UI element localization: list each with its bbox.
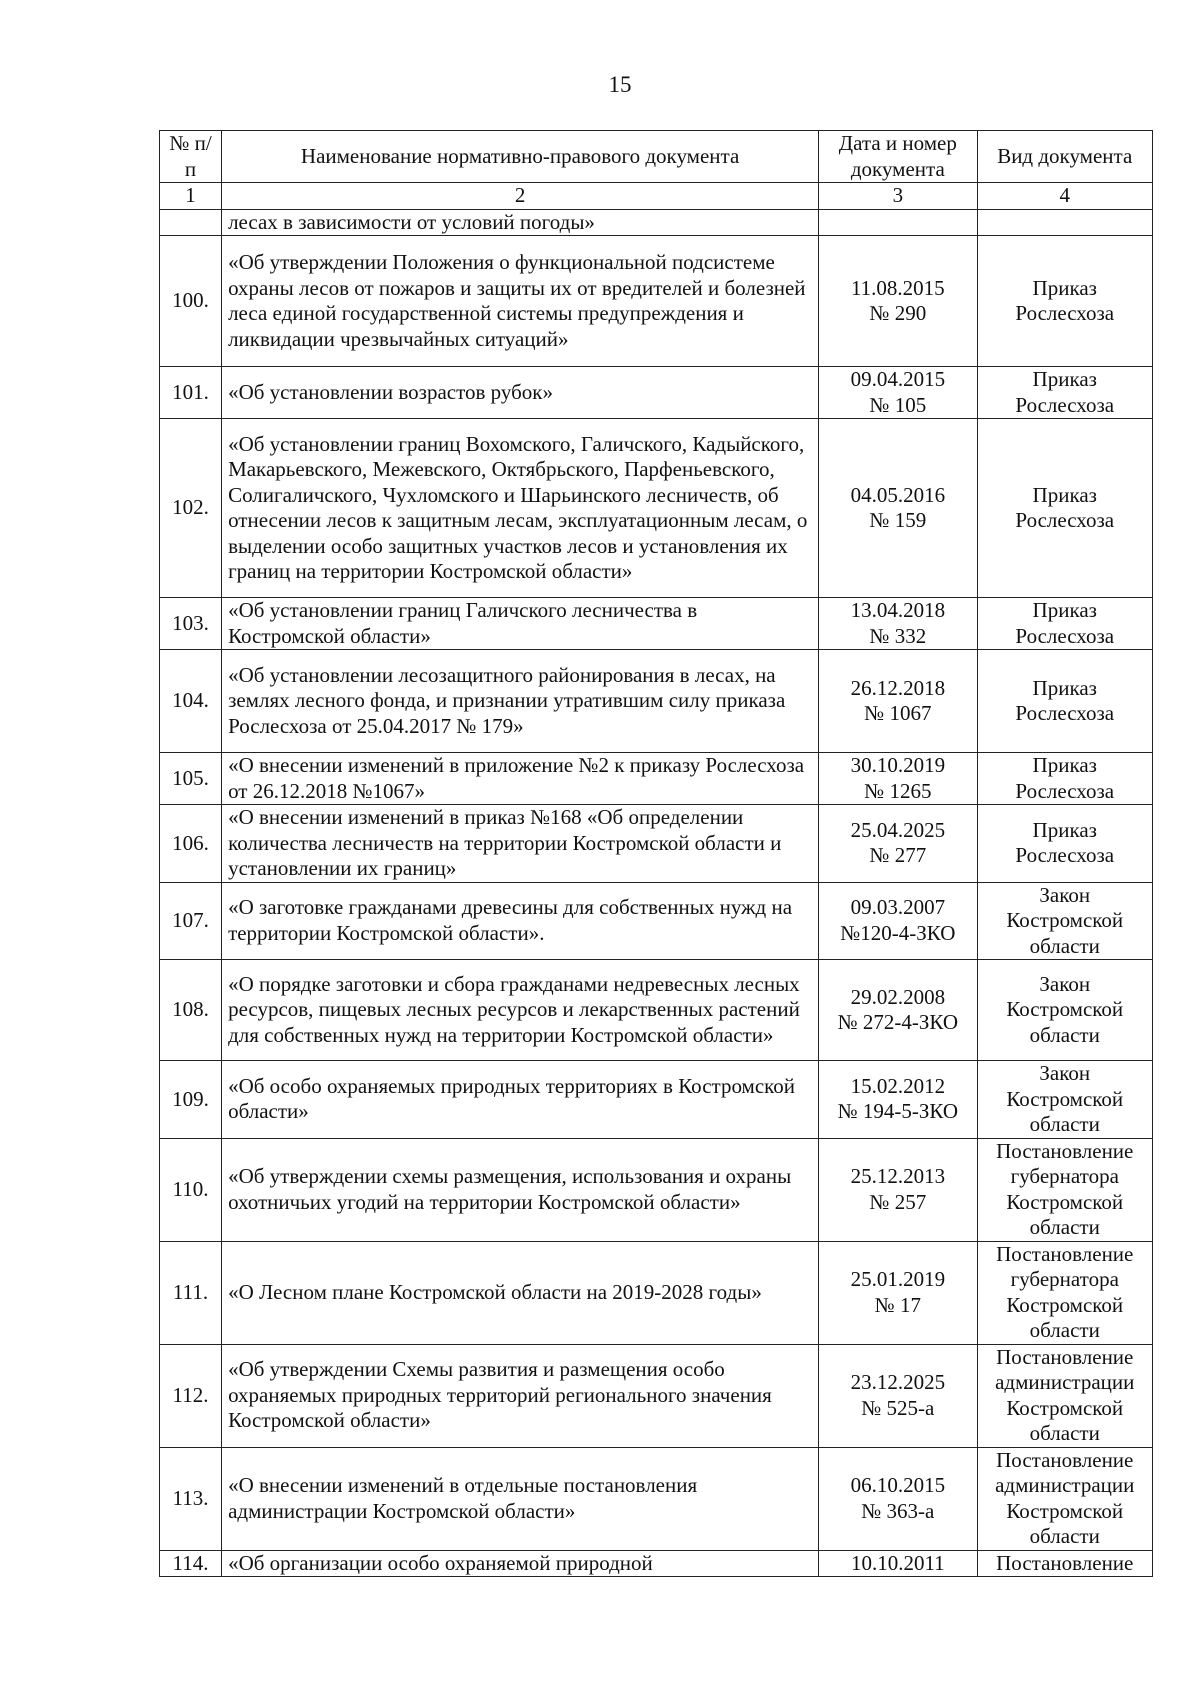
table-row	[160, 1344, 1153, 1447]
document-date-number	[819, 1138, 977, 1241]
document-name: «Об особо охраняемых природных территориях в Костромской области»	[222, 1061, 819, 1139]
document-name: «О порядке заготовки и сбора гражданами недревесных лесных ресурсов, пищевых лесных ресурсов и лекарственных растений для собственных нужд на территории Костромской области»	[222, 960, 819, 1061]
document-type: Приказ Рослесхоза	[977, 650, 1153, 753]
document-number: № 257	[869, 1189, 927, 1214]
document-type: Приказ Рослесхоза	[977, 367, 1153, 419]
table-row	[160, 1550, 1153, 1577]
header-document-name: Наименование нормативно-правового документа	[222, 131, 819, 183]
document-date-number	[819, 367, 977, 419]
document-date-number	[819, 236, 977, 367]
row-number: 114.	[160, 1550, 222, 1577]
document-type: Приказ Рослесхоза	[977, 753, 1153, 805]
document-type: Закон Костромской области	[977, 882, 1153, 960]
document-date-number	[819, 753, 977, 805]
table-row	[160, 753, 1153, 805]
document-type	[977, 209, 1153, 236]
document-date: 15.02.2012	[850, 1073, 946, 1098]
document-number: № 17	[874, 1292, 921, 1317]
column-index: 2	[222, 183, 819, 210]
document-type: Постановление губернатора Костромской области	[977, 1241, 1153, 1344]
document-type: Постановление администрации Костромской области	[977, 1447, 1153, 1550]
row-number: 101.	[160, 367, 222, 419]
row-number: 103.	[160, 598, 222, 650]
document-name: «О заготовке гражданами древесины для собственных нужд на территории Костромской области».	[222, 882, 819, 960]
document-date: 06.10.2015	[850, 1473, 946, 1497]
document-date: 29.02.2008	[850, 984, 946, 1009]
document-type: Приказ Рослесхоза	[977, 598, 1153, 650]
document-type: Постановление губернатора Костромской области	[977, 1138, 1153, 1241]
document-number: № 277	[869, 843, 927, 868]
row-number: 112.	[160, 1344, 222, 1447]
document-type: Приказ Рослесхоза	[977, 236, 1153, 367]
document-type: Приказ Рослесхоза	[977, 419, 1153, 598]
row-number: 104.	[160, 650, 222, 753]
document-number: № 290	[869, 301, 927, 325]
document-name: «Об утверждении Схемы развития и размещения особо охраняемых природных территорий регионального значения Костромской области»	[222, 1344, 819, 1447]
document-date: 09.03.2007	[850, 895, 946, 920]
document-number: № 363-а	[861, 1498, 935, 1523]
table-header-row	[160, 131, 1153, 183]
row-number: 111.	[160, 1241, 222, 1344]
header-document-type: Вид документа	[977, 131, 1153, 183]
document-name: «Об установлении возрастов рубок»	[222, 367, 819, 419]
document-name: «О внесении изменений в приказ №168 «Об определении количества лесничеств на территории Костромской области и установлении их границ»	[222, 805, 819, 883]
row-number: 113.	[160, 1447, 222, 1550]
header-date-number: Дата и номер документа	[819, 131, 977, 183]
document-name: «Об установлении границ Вохомского, Галичского, Кадыйского, Макарьевского, Межевского, Октябрьского, Парфеньевского, Солигаличского, Чухломского и Шарьинского лесничеств, об отнесении лесов к защитным лесам, эксплуатационным лесам, о выделении особо защитных участков лесов и установления их границ на территории Костромской области»	[222, 419, 819, 598]
document-name: «О Лесном плане Костромской области на 2019-2028 годы»	[222, 1241, 819, 1344]
row-number: 107.	[160, 882, 222, 960]
document-name: лесах в зависимости от условий погоды»	[222, 209, 819, 236]
row-number: 110.	[160, 1138, 222, 1241]
documents-table	[159, 130, 1153, 1577]
document-number: № 525-а	[861, 1395, 935, 1420]
document-name: «Об организации особо охраняемой природной	[222, 1550, 819, 1577]
table-row	[160, 1061, 1153, 1139]
document-name: «Об установлении границ Галичского лесничества в Костромской области»	[222, 598, 819, 650]
document-name: «О внесении изменений в отдельные постановления администрации Костромской области»	[222, 1447, 819, 1550]
table-row	[160, 419, 1153, 598]
table-row	[160, 650, 1153, 753]
table-row	[160, 882, 1153, 960]
document-date: 25.04.2025	[850, 817, 946, 842]
document-type: Постановление	[977, 1550, 1153, 1577]
document-date-number	[819, 598, 977, 650]
document-name: «О внесении изменений в приложение №2 к приказу Рослесхоза от 26.12.2018 №1067»	[222, 753, 819, 805]
document-name: «Об утверждении Положения о функциональной подсистеме охраны лесов от пожаров и защиты их от вредителей и болезней леса единой государственной системы предупреждения и ликвидации чрезвычайных ситуаций»	[222, 236, 819, 367]
column-index: 3	[819, 183, 977, 210]
document-date-number	[819, 1550, 977, 1577]
document-date: 26.12.2018	[850, 675, 946, 700]
document-type: Постановление администрации Костромской области	[977, 1344, 1153, 1447]
continuation-row	[160, 209, 1153, 236]
table-row	[160, 598, 1153, 650]
row-number: 108.	[160, 960, 222, 1061]
document-date: 09.04.2015	[850, 367, 946, 391]
document-date-number	[819, 1241, 977, 1344]
row-number: 109.	[160, 1061, 222, 1139]
document-date-number	[819, 960, 977, 1061]
column-index: 4	[977, 183, 1153, 210]
document-date-number	[819, 650, 977, 753]
table-row	[160, 236, 1153, 367]
row-number: 102.	[160, 419, 222, 598]
document-date-number	[819, 805, 977, 883]
document-date: 25.12.2013	[850, 1164, 946, 1188]
table-row	[160, 960, 1153, 1061]
header-number: № п/п	[160, 131, 222, 183]
document-number: № 105	[869, 392, 927, 417]
document-date-number	[819, 419, 977, 598]
document-number: №120-4-ЗКО	[840, 920, 956, 945]
document-type: Закон Костромской области	[977, 960, 1153, 1061]
column-index: 1	[160, 183, 222, 210]
row-number: 100.	[160, 236, 222, 367]
table-row	[160, 1447, 1153, 1550]
document-date: 10.10.2011	[850, 1550, 945, 1575]
document-name: «Об установлении лесозащитного районирования в лесах, на землях лесного фонда, и признании утратившим силу приказа Рослесхоза от 25.04.2017 № 179»	[222, 650, 819, 753]
table-row	[160, 367, 1153, 419]
document-date: 11.08.2015	[850, 275, 945, 300]
row-number: 106.	[160, 805, 222, 883]
document-date: 04.05.2016	[850, 482, 946, 507]
row-number: 105.	[160, 753, 222, 805]
document-date	[819, 209, 977, 236]
document-date: 23.12.2025	[850, 1370, 946, 1394]
document-number: № 159	[869, 508, 927, 532]
document-date-number	[819, 1447, 977, 1550]
document-number: № 194-5-ЗКО	[837, 1099, 959, 1124]
document-date-number	[819, 882, 977, 960]
document-number: № 1067	[864, 701, 932, 725]
column-index-row	[160, 183, 1153, 210]
row-number	[160, 209, 222, 236]
page-number: 15	[608, 72, 632, 97]
document-number: № 1265	[864, 778, 932, 803]
document-number: № 332	[869, 623, 927, 648]
document-number: № 272-4-ЗКО	[837, 1010, 959, 1034]
table-row	[160, 805, 1153, 883]
document-date: 13.04.2018	[850, 598, 946, 622]
document-date: 25.01.2019	[850, 1267, 946, 1291]
document-date-number	[819, 1344, 977, 1447]
document-type: Приказ Рослесхоза	[977, 805, 1153, 883]
table-row	[160, 1241, 1153, 1344]
table-row	[160, 1138, 1153, 1241]
document-date-number	[819, 1061, 977, 1139]
document-name: «Об утверждении схемы размещения, использования и охраны охотничьих угодий на территории Костромской области»	[222, 1138, 819, 1241]
document-type: Закон Костромской области	[977, 1061, 1153, 1139]
document-date: 30.10.2019	[850, 753, 946, 777]
